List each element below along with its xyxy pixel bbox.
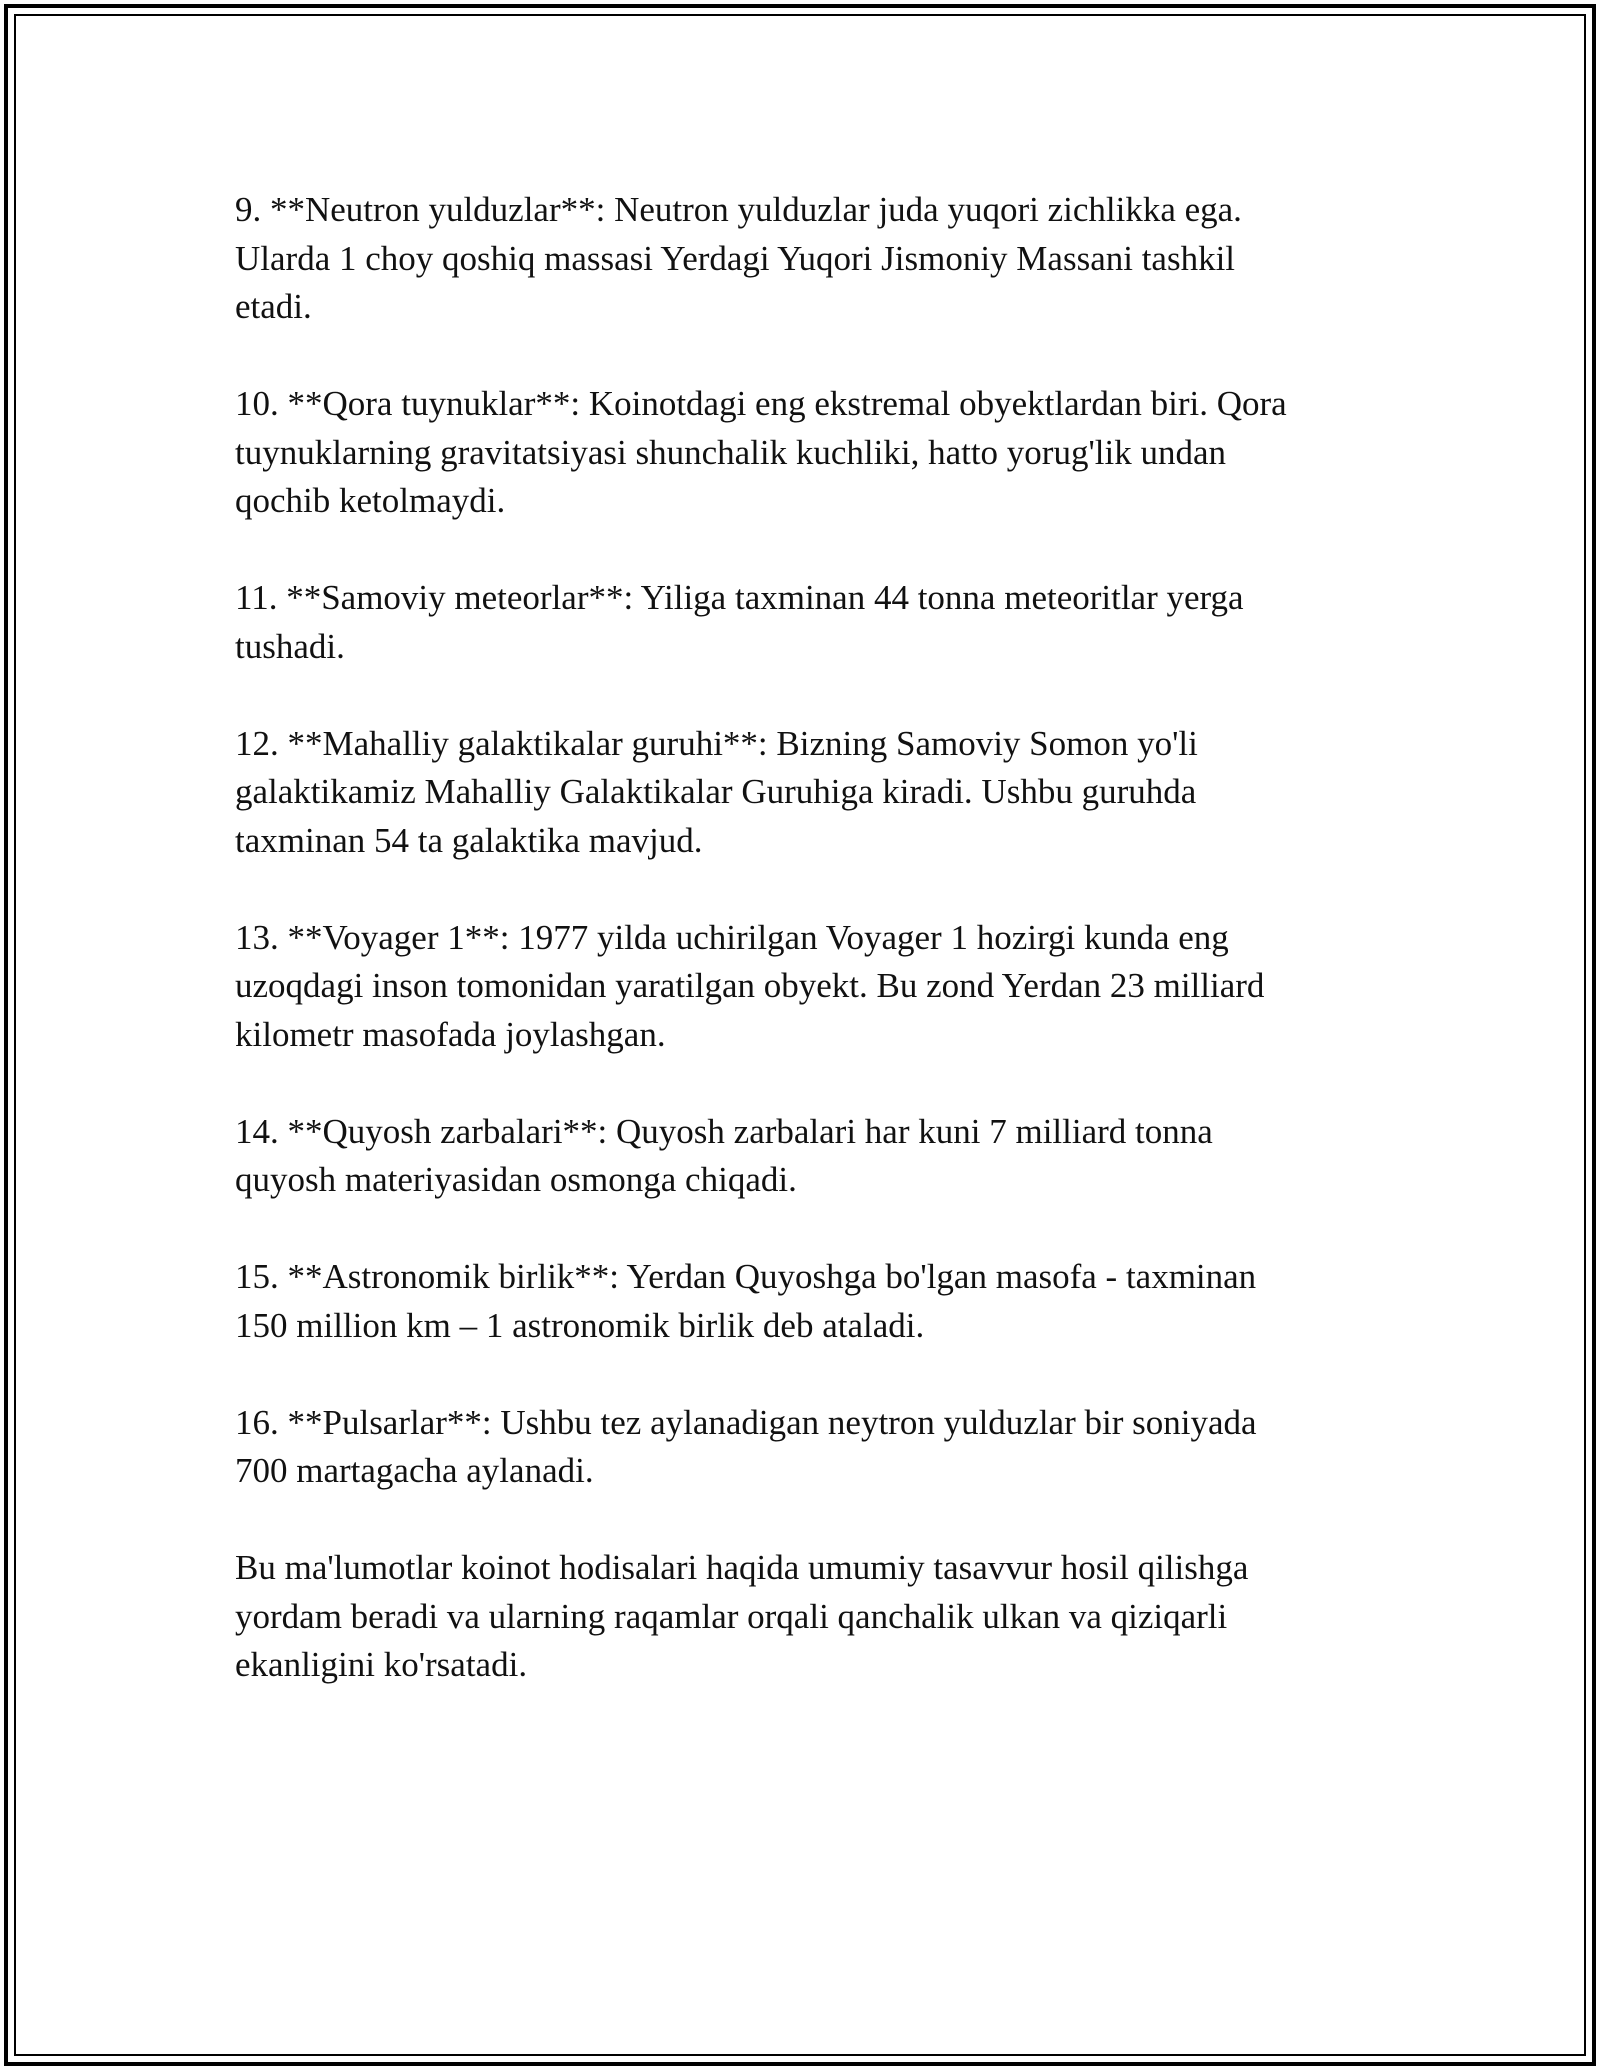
text-line: 11. **Samoviy meteorlar**: Yiliga taxminan 44 tonna meteoritlar yerga: [235, 578, 1244, 617]
paragraph-neutron-stars: [235, 186, 1365, 332]
paragraph-astronomical-unit: [235, 1253, 1365, 1350]
text-line: tuynuklarning gravitatsiyasi shunchalik kuchliki, hatto yorug'lik undan: [235, 432, 1227, 472]
text-line: 12. **Mahalliy galaktikalar guruhi**: Bizning Samoviy Somon yo'li: [235, 723, 1198, 763]
text-line: galaktikamiz Mahalliy Galaktikalar Guruhiga kiradi. Ushbu guruhda: [235, 772, 1197, 811]
paragraph-pulsars: [235, 1399, 1365, 1496]
text-line: 14. **Quyosh zarbalari**: Quyosh zarbalari har kuni 7 milliard tonna: [235, 1111, 1213, 1151]
text-line: 10. **Qora tuynuklar**: Koinotdagi eng ekstremal obyektlardan biri. Qora: [235, 384, 1287, 423]
text-line: Bu ma'lumotlar koinot hodisalari haqida umumiy tasavvur hosil qilishga: [235, 1548, 1249, 1587]
text-line: Ularda 1 choy qoshiq massasi Yerdagi Yuqori Jismoniy Massani tashkil: [235, 238, 1236, 278]
text-line: tushadi.: [235, 626, 345, 666]
text-line: 16. **Pulsarlar**: Ushbu tez aylanadigan neytron yulduzlar bir soniyada: [235, 1402, 1257, 1442]
text-line: uzoqdagi inson tomonidan yaratilgan obyekt. Bu zond Yerdan 23 milliard: [235, 966, 1265, 1005]
paragraph-conclusion: [235, 1544, 1365, 1690]
text-line: etadi.: [235, 287, 312, 326]
paragraph-local-group: [235, 720, 1365, 866]
paragraph-voyager: [235, 914, 1365, 1060]
text-line: quyosh materiyasidan osmonga chiqadi.: [235, 1160, 797, 1199]
text-line: qochib ketolmaydi.: [235, 481, 506, 520]
paragraph-solar-flares: [235, 1108, 1365, 1205]
document-body: [235, 186, 1365, 1738]
text-line: 13. **Voyager 1**: 1977 yilda uchirilgan Voyager 1 hozirgi kunda eng: [235, 917, 1229, 957]
text-line: taxminan 54 ta galaktika mavjud.: [235, 820, 703, 860]
text-line: yordam beradi va ularning raqamlar orqali qanchalik ulkan va qiziqarli: [235, 1596, 1228, 1636]
text-line: 150 million km – 1 astronomik birlik deb ataladi.: [235, 1305, 925, 1345]
text-line: kilometr masofada joylashgan.: [235, 1014, 666, 1054]
text-line: 15. **Astronomik birlik**: Yerdan Quyoshga bo'lgan masofa - taxminan: [235, 1257, 1257, 1296]
paragraph-meteors: [235, 574, 1365, 671]
text-line: 700 martagacha aylanadi.: [235, 1451, 594, 1490]
text-line: ekanligini ko'rsatadi.: [235, 1645, 528, 1684]
paragraph-black-holes: [235, 380, 1365, 526]
text-line: 9. **Neutron yulduzlar**: Neutron yulduzlar juda yuqori zichlikka ega.: [235, 190, 1242, 229]
